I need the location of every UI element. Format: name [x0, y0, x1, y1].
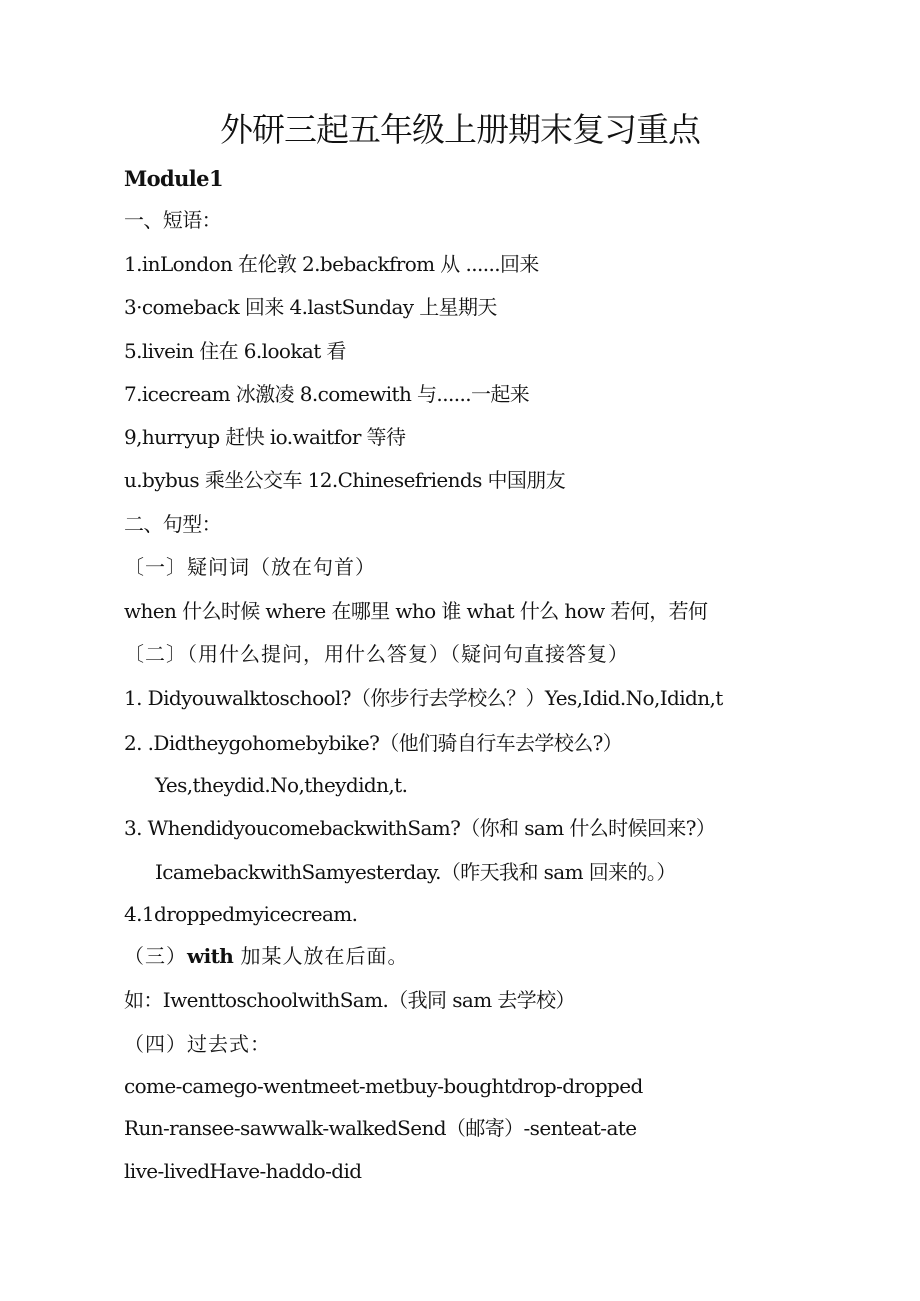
sentence-line: 4.1droppedmyicecream. — [124, 902, 358, 926]
past-tense-line: Run-ransee-sawwalk-walkedSend（邮寄）-senteat-ate — [124, 1116, 637, 1140]
past-tense-line: come-camego-wentmeet-metbuy-boughtdrop-dropped — [124, 1074, 643, 1098]
question-line: 2. .Didtheygohomebybike?（他们骑自行车去学校么?） — [124, 731, 623, 755]
example-line: 如：IwenttoschoolwithSam.（我同 sam 去学校） — [124, 988, 575, 1012]
phrase-line: 1.inLondon 在伦敦 2.bebackfrom 从 ......回来 — [124, 252, 539, 276]
bold-keyword: with — [187, 944, 234, 968]
subsection-title: 〔一〕疑问词（放在句首） — [124, 555, 376, 579]
question-line: 3. WhendidyoucomebackwithSam?（你和 sam 什么时候回来?） — [124, 816, 716, 840]
phrase-line: 3·comeback 回来 4.lastSunday 上星期天 — [124, 295, 497, 319]
subsection-title: （四）过去式： — [124, 1032, 271, 1056]
phrase-line: u.bybus 乘坐公交车 12.Chinesefriends 中国朋友 — [124, 468, 566, 492]
answer-line: Yes,theydid.No,theydidn,t. — [155, 773, 408, 797]
answer-line: IcamebackwithSamyesterday.（昨天我和 sam 回来的。） — [155, 860, 676, 884]
subsection-title: 〔二〕（用什么提问，用什么答复）（疑问句直接答复） — [124, 642, 629, 666]
subsection-rest: 加某人放在后面。 — [233, 944, 409, 968]
module-heading: Module1 — [124, 166, 223, 191]
section-heading-phrases: 一、短语： — [124, 208, 221, 232]
document-title: 外研三起五年级上册期末复习重点 — [220, 110, 700, 149]
phrase-line: 5.livein 住在 6.lookat 看 — [124, 339, 346, 363]
question-line: 1. Didyouwalktoschool?（你步行去学校么？）Yes,Idid.No,Ididn,t — [124, 686, 723, 710]
subsection-title — [124, 944, 409, 968]
question-words-line: when 什么时候 where 在哪里 who 谁 what 什么 how 若何，若何 — [124, 599, 708, 623]
past-tense-line: live-livedHave-haddo-did — [124, 1159, 362, 1183]
subsection-prefix: （三） — [124, 944, 187, 968]
phrase-line: 7.icecream 冰激凌 8.comewith 与......一起来 — [124, 382, 530, 406]
phrase-line: 9,hurryup 赶快 io.waitfor 等待 — [124, 425, 406, 449]
section-heading-sentences: 二、句型： — [124, 512, 221, 536]
